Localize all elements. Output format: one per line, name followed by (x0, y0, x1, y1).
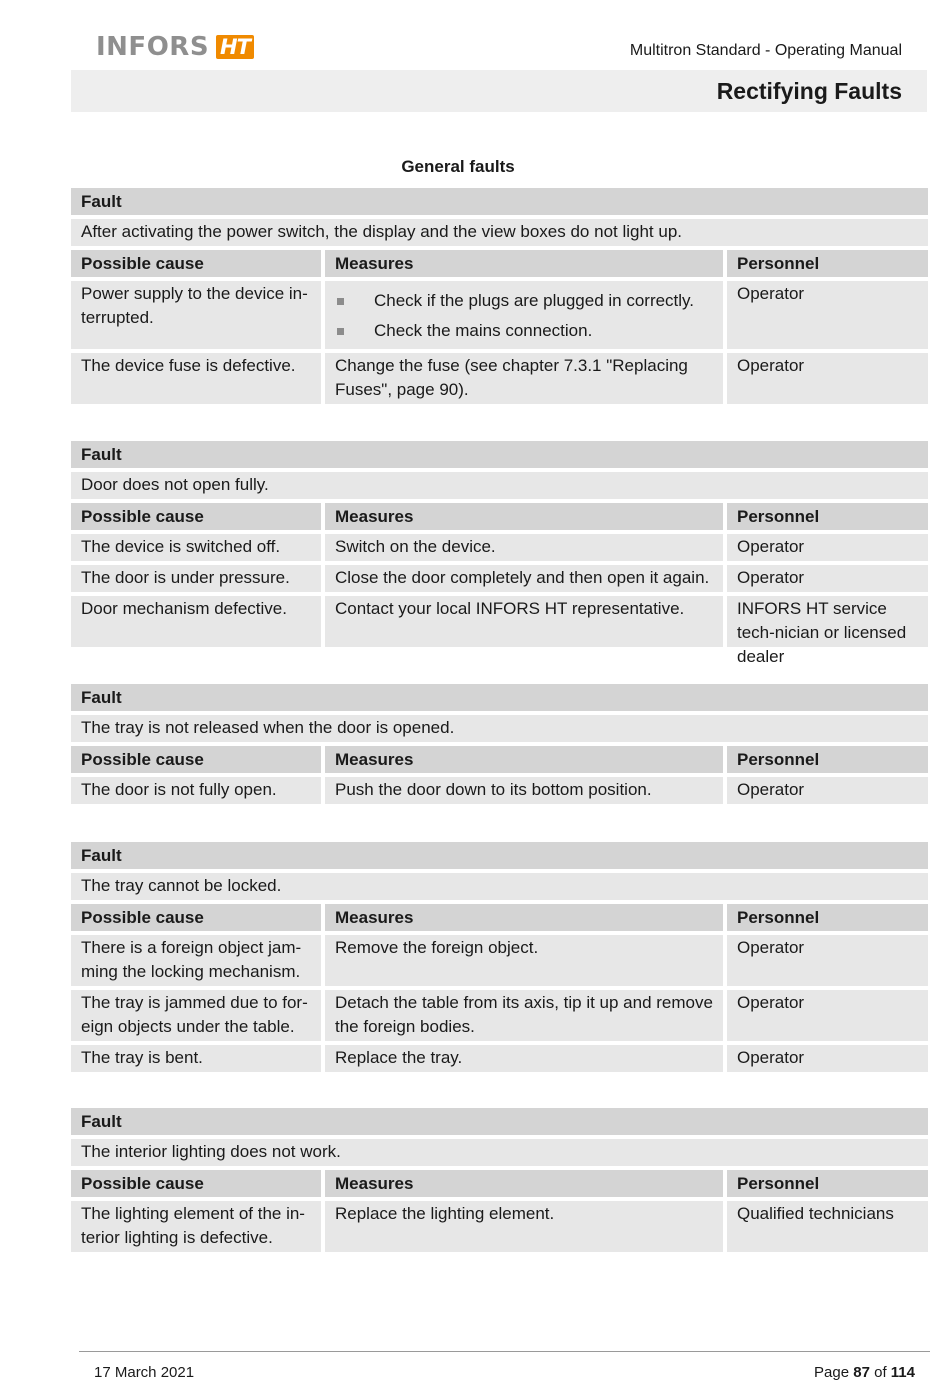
measures-header: Measures (325, 904, 723, 931)
cause-cell: The door is not fully open. (71, 777, 321, 804)
table-row (71, 1201, 928, 1252)
fault-table-lighting (71, 1108, 928, 1252)
fault-table-power (71, 188, 928, 404)
measure-text: Check the mains connection. (374, 321, 593, 340)
personnel-header: Personnel (727, 1170, 928, 1197)
cause-cell: The tray is jammed due to for-eign objects under the table. (71, 990, 321, 1041)
fault-header: Fault (71, 441, 928, 468)
measures-header: Measures (325, 250, 723, 277)
list-item (335, 286, 713, 316)
footer-date: 17 March 2021 (94, 1364, 195, 1381)
measures-cell: Replace the tray. (325, 1045, 723, 1072)
cause-cell: Power supply to the device in-terrupted. (71, 281, 321, 349)
table-row (71, 777, 928, 804)
measures-cell: Push the door down to its bottom position. (325, 777, 723, 804)
personnel-cell: Operator (727, 777, 928, 804)
measures-cell: Detach the table from its axis, tip it up and remove the foreign bodies. (325, 990, 723, 1041)
personnel-header: Personnel (727, 250, 928, 277)
fault-description: After activating the power switch, the display and the view boxes do not light up. (71, 219, 928, 246)
table-row (71, 353, 928, 404)
fault-header: Fault (71, 842, 928, 869)
cause-header: Possible cause (71, 1170, 321, 1197)
section-heading: General faults (401, 157, 515, 176)
personnel-cell: Operator (727, 534, 928, 561)
measures-header: Measures (325, 503, 723, 530)
cause-cell: The lighting element of the in-terior lighting is defective. (71, 1201, 321, 1252)
page-current: 87 (853, 1364, 870, 1381)
page-number (814, 1364, 915, 1381)
cause-cell: The tray is bent. (71, 1045, 321, 1072)
measures-list (335, 282, 713, 346)
page-prefix: Page (814, 1364, 850, 1381)
measures-cell (325, 281, 723, 349)
bullet-square-icon (337, 298, 344, 305)
page-total: 114 (890, 1364, 915, 1381)
personnel-cell: Operator (727, 353, 928, 404)
fault-description: Door does not open fully. (71, 472, 928, 499)
personnel-cell: Operator (727, 990, 928, 1041)
measures-header: Measures (325, 746, 723, 773)
table-row (71, 990, 928, 1041)
personnel-header: Personnel (727, 503, 928, 530)
list-item (335, 316, 713, 346)
fault-description: The tray is not released when the door is opened. (71, 715, 928, 742)
fault-header: Fault (71, 684, 928, 711)
cause-cell: The door is under pressure. (71, 565, 321, 592)
fault-header: Fault (71, 1108, 928, 1135)
table-row (71, 281, 928, 349)
fault-table-tray-lock (71, 842, 928, 1072)
measures-cell: Change the fuse (see chapter 7.3.1 "Replacing Fuses", page 90). (325, 353, 723, 404)
measures-cell: Remove the foreign object. (325, 935, 723, 986)
cause-header: Possible cause (71, 746, 321, 773)
infors-ht-logo (96, 32, 254, 62)
table-row (71, 935, 928, 986)
logo-wordmark: INFORS (96, 32, 210, 62)
bullet-square-icon (337, 328, 344, 335)
cause-cell: The device fuse is defective. (71, 353, 321, 404)
table-row (71, 1045, 928, 1072)
fault-table-door (71, 441, 928, 666)
personnel-header: Personnel (727, 904, 928, 931)
table-row (71, 596, 928, 666)
personnel-cell: INFORS HT service tech-nician or licensed dealer (727, 596, 928, 647)
cause-header: Possible cause (71, 904, 321, 931)
personnel-cell: Operator (727, 281, 928, 349)
table-row (71, 565, 928, 592)
measures-cell: Close the door completely and then open it again. (325, 565, 723, 592)
personnel-header: Personnel (727, 746, 928, 773)
page-of: of (874, 1364, 887, 1381)
cause-cell: There is a foreign object jam-ming the locking mechanism. (71, 935, 321, 986)
logo-ht-badge: HT (216, 35, 254, 59)
cause-header: Possible cause (71, 250, 321, 277)
personnel-cell: Operator (727, 1045, 928, 1072)
measure-text: Check if the plugs are plugged in correctly. (374, 291, 695, 310)
personnel-cell: Qualified technicians (727, 1201, 928, 1252)
cause-cell: Door mechanism defective. (71, 596, 321, 647)
fault-description: The interior lighting does not work. (71, 1139, 928, 1166)
personnel-cell: Operator (727, 565, 928, 592)
measures-header: Measures (325, 1170, 723, 1197)
fault-table-tray-release (71, 684, 928, 804)
personnel-cell: Operator (727, 935, 928, 986)
table-row (71, 534, 928, 561)
chapter-title: Rectifying Faults (716, 78, 902, 104)
cause-cell: The device is switched off. (71, 534, 321, 561)
measures-cell: Contact your local INFORS HT representative. (325, 596, 723, 647)
cause-header: Possible cause (71, 503, 321, 530)
measures-cell: Replace the lighting element. (325, 1201, 723, 1252)
fault-description: The tray cannot be locked. (71, 873, 928, 900)
fault-header: Fault (71, 188, 928, 215)
chapter-title-band (71, 70, 927, 112)
measures-cell: Switch on the device. (325, 534, 723, 561)
footer-divider (79, 1351, 930, 1352)
manual-title: Multitron Standard - Operating Manual (629, 42, 902, 59)
